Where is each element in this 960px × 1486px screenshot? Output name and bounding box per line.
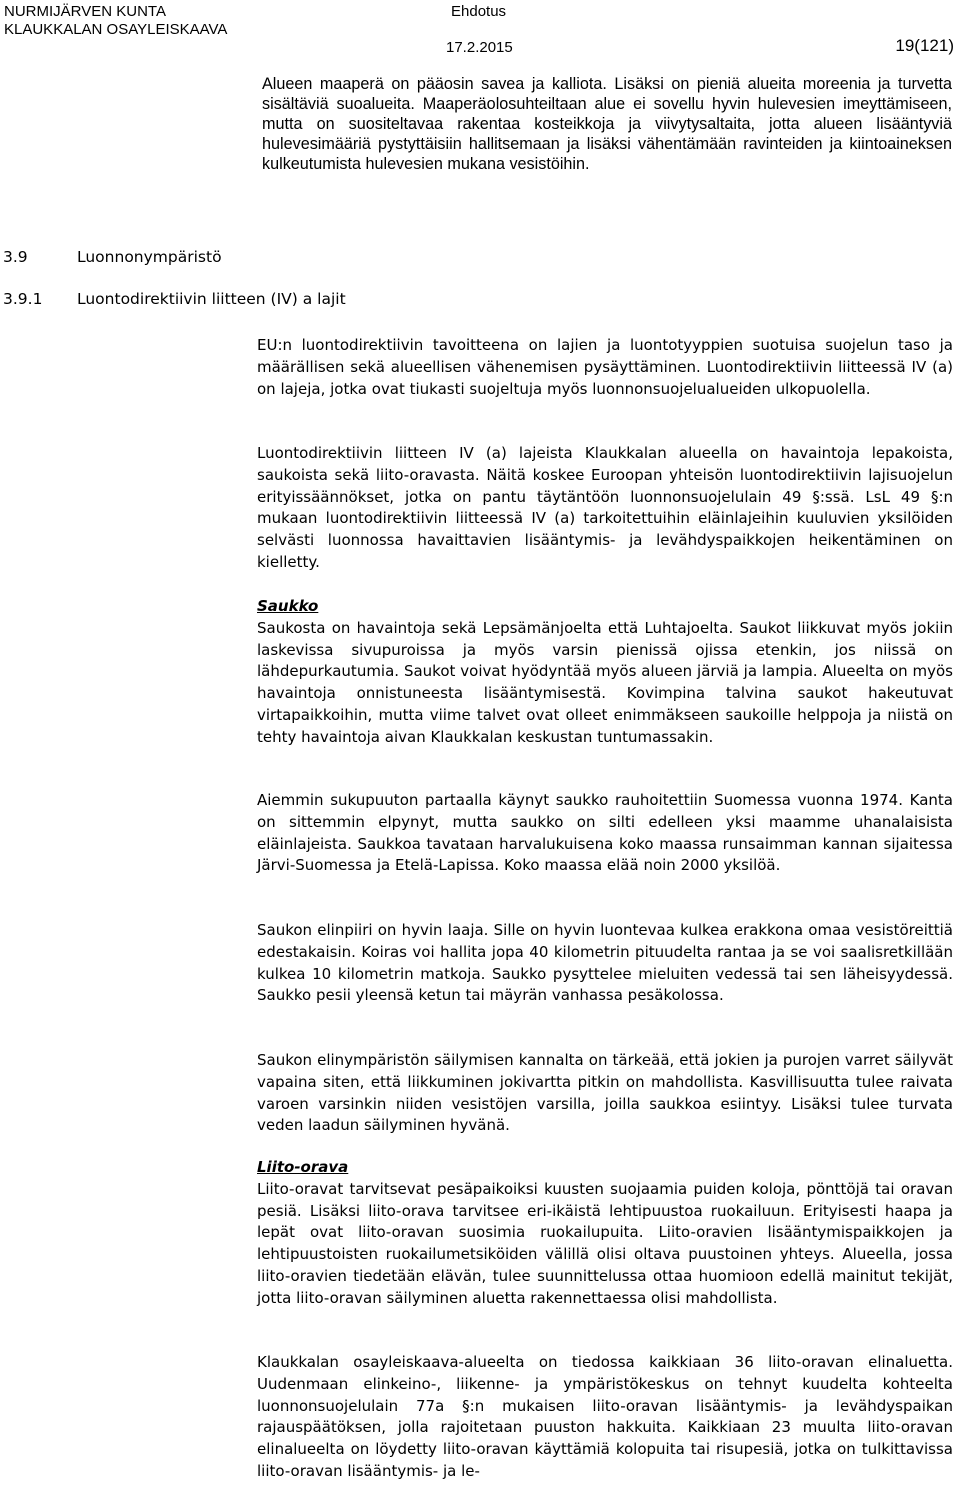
flying-squirrel-section xyxy=(257,1157,953,1310)
subsection-number: 3.9.1 xyxy=(3,290,43,308)
flying-squirrel-paragraph-habitat: Liito-oravat tarvitsevat pesäpaikoiksi kuusten suojaamia puiden koloja, pönttöjä tai oravan pesiä. Lisäksi liito-orava tarvitsee eri-ikäistä lehtipuustoa ruokailuun. Erityisesti haapa ja lepät ovat liito-oravan suosimia ruokailupuita. Liito-oravien lisääntymispaikkojen ja lehtipuustoisten ruokailumetsiköiden välillä olisi oltava puustoinen yhteys. Alueella, jossa liito-oravien tiedetään elävän, tulee suunnittelussa ottaa huomioon edellä mainitut tekijät, jotta liito-oravan säilyminen aluetta rakennettaessa olisi mahdollista. xyxy=(257,1179,953,1307)
section-number: 3.9 xyxy=(3,248,28,266)
document-status: Ehdotus xyxy=(451,3,507,20)
subsection-heading xyxy=(3,288,346,310)
organization-name: NURMIJÄRVEN KUNTA xyxy=(4,3,166,20)
otter-paragraph-conservation: Saukon elinympäristön säilymisen kannalta on tärkeää, että jokien ja purojen varret säilyvät vapaina siten, että liikkuminen jokivartta pitkin on mahdollista. Kasvillisuutta tulee raivata varoen varsinkin niiden vesistöjen varsilla, joilla saukkoa esiintyy. Lisäksi tulee turvata veden laadun säilyminen hyvänä. xyxy=(257,1051,953,1135)
intro-paragraph: Alueen maaperä on pääosin savea ja kalliota. Lisäksi on pieniä alueita moreenia ja turvetta sisältäviä suoalueita. Maaperäolosuhteiltaan alue ei sovellu hyvin hulevesien imeyttämiseen, mutta on suositeltavaa rakentaa kosteikkoja ja viivytysaltaita, jotta alueen lisääntyviä hulevesimääriä pystyttäisiin hallitsemaan ja lisäksi vähentämään ravinteiden ja kiintoaineksen kulkeutumista hulevesien mukana vesistöihin. xyxy=(262,75,952,173)
flying-squirrel-heading: Liito-orava xyxy=(257,1158,349,1176)
section-title: Luonnonympäristö xyxy=(77,248,222,266)
otter-heading: Saukko xyxy=(257,597,319,615)
plan-name: KLAUKKALAN OSAYLEISKAAVA xyxy=(4,21,228,38)
body-paragraph-directive: EU:n luontodirektiivin tavoitteena on lajien ja luontotyyppien suotuisa suojelun taso ja määrällisen sekä alueellisen vähenemisen pysäyttäminen. Luontodirektiivin liitteessä IV (a) on lajeja, jotka ovat tiukasti suojeltuja myös luonnonsuojelualueiden ulkopuolella. xyxy=(257,336,953,398)
otter-paragraph-habitat: Saukosta on havaintoja sekä Lepsämänjoelta että Luhtajoelta. Saukot liikkuvat myös jokiin laskevissa sivupuroissa ja myös varsin pienissä ojissa etenkin, jos niissä on lähdepurkautumia. Saukot voivat hyödyntää myös alueen järviä ja lampia. Alueelta on myös havaintoja onnistuneesta lisääntymisestä. Kovimpina talvina saukot hakeutuvat virtapaikkoihin, mutta viime talvet ovat olleet enimmäkseen saukoille helppoja ja niistä on tehty havaintoja aivan Klaukkalan keskustan tuntumassakin. xyxy=(257,618,953,746)
body-paragraph-species: Luontodirektiivin liitteen IV (a) lajeista Klaukkalan alueella on havaintoja lepakoista, saukoista sekä liito-oravasta. Näitä koskee Euroopan yhteisön luontodirektiivin lajisuojelun erityissäännökset, jotka on pantu täytäntöön luonnonsuojelulain 49 §:ssä. LsL 49 §:n mukaan luontodirektiivin liitteessä IV (a) tarkoitettuihin eläinlajeihin kuuluvien yksilöiden selvästi luonnossa havaittavien lisääntymis- ja levähdyspaikkojen heikentäminen on kielletty. xyxy=(257,444,953,571)
subsection-title: Luontodirektiivin liitteen (IV) a lajit xyxy=(77,290,346,308)
otter-paragraph-range: Saukon elinpiiri on hyvin laaja. Sille on hyvin luontevaa kulkea erakkona omaa vesistöreittiä edestakaisin. Koiras voi hallita jopa 40 kilometrin pituudelta rantaa ja se voi saalisretkillään kulkea 10 kilometrin matkoja. Saukko pysyttelee mieluiten vedessä tai sen läheisyydessä. Saukko pesii yleensä ketun tai mäyrän vanhassa pesäkolossa. xyxy=(257,921,953,1005)
document-date: 17.2.2015 xyxy=(446,39,513,56)
section-heading xyxy=(3,246,222,268)
otter-paragraph-history: Aiemmin sukupuuton partaalla käynyt saukko rauhoitettiin Suomessa vuonna 1974. Kanta on sittemmin elpynyt, mutta saukko on silti edelleen yksi maamme uhanalaisista eläinlajeista. Saukkoa tavataan harvalukuisena koko maassa runsaimman kannan sijaitessa Järvi-Suomessa ja Etelä-Lapissa. Koko maassa elää noin 2000 yksilöä. xyxy=(257,791,953,875)
page-number: 19(121) xyxy=(895,36,954,55)
flying-squirrel-paragraph-sites: Klaukkalan osayleiskaava-alueelta on tiedossa kaikkiaan 36 liito-oravan elinaluetta. Uudenmaan elinkeino-, liikenne- ja ympäristökeskus on tehnyt kuudelta kohteelta luonnonsuojelulain 77a §:n mukaisen liito-oravan lisääntymis- ja levähdyspaikan rajauspäätöksen, jolla rajoitetaan puuston hakkuita. Kaikkiaan 23 muulta liito-oravan elinalueelta on löydetty liito-oravan käyttämiä kolopuita tai risupesiä, jotka on tulkittavissa liito-oravan lisääntymis- ja le- xyxy=(257,1353,953,1480)
otter-section xyxy=(257,596,953,749)
